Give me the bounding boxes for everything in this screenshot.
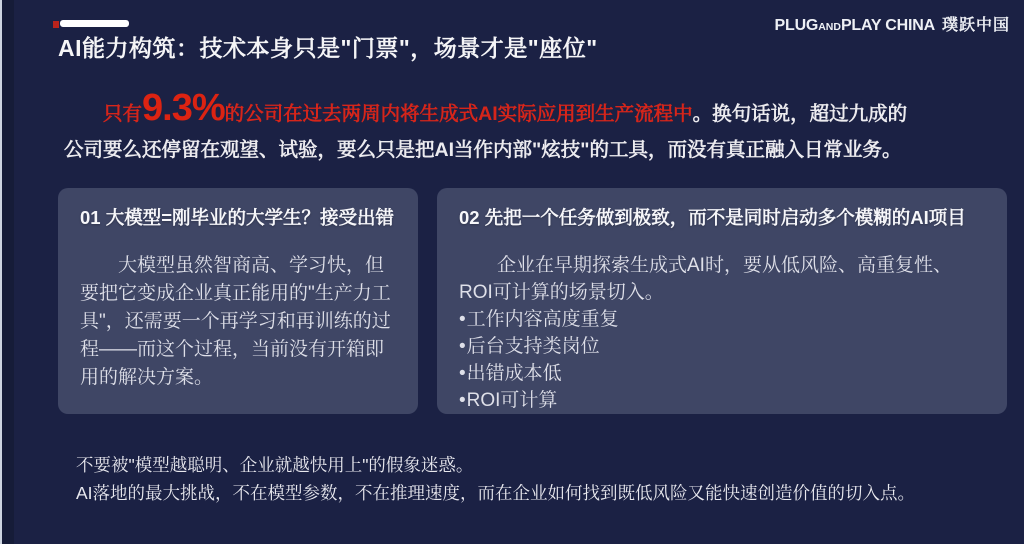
intro-red-statement: 的公司在过去两周内将生成式AI实际应用到生产流程中 [224, 103, 693, 125]
intro-big-number: 9.3% [142, 87, 225, 129]
bullet-item: • ROI可计算 [459, 387, 985, 414]
logo-china: CHINA [881, 17, 935, 34]
footer-line-1: 不要被"模型越聪明、企业就越快用上"的假象迷惑。 [76, 455, 474, 475]
plug-and-play-logo [775, 12, 1010, 35]
logo-and: AND [818, 21, 841, 33]
intro-paragraph [64, 87, 956, 168]
bullet-item: • 工作内容高度重复 [459, 306, 985, 333]
cards-row [58, 188, 1007, 414]
card-01-title: 01 大模型=刚毕业的大学生？接受出错 [80, 207, 395, 228]
card-02-body: 企业在早期探索生成式AI时，要从低风险、高重复性、ROI可计算的场景切入。 [459, 255, 952, 303]
logo-chinese-name: 璞跃中国 [941, 17, 1010, 34]
card-01 [58, 188, 418, 414]
left-edge-strip [2, 0, 14, 544]
accent-bar [60, 20, 129, 27]
page-title: AI能力构筑：技术本身只是"门票"，场景才是"座位" [58, 35, 598, 61]
intro-white-part1: 。换句话说，超过九成的 [692, 103, 908, 125]
bullet-list [459, 306, 985, 414]
logo-plug: PLUG [774, 17, 819, 34]
bullet-item: • 出错成本低 [459, 360, 985, 387]
card-02-title: 02 先把一个任务做到极致，而不是同时启动多个模糊的AI项目 [459, 207, 966, 228]
intro-white-part2: 公司要么还停留在观望、试验，要么只是把AI当作内部"炫技"的工具，而没有真正融入日常业务。 [64, 139, 902, 161]
intro-red-prefix: 只有 [103, 103, 143, 125]
card-01-body: 大模型虽然智商高、学习快，但要把它变成企业真正能用的"生产力工具"，还需要一个再学习和再训练的过程——而这个过程，当前没有开箱即用的解决方案。 [80, 255, 391, 388]
bullet-item: • 后台支持类岗位 [459, 333, 985, 360]
accent-red-dot [53, 21, 59, 28]
card-02 [437, 188, 1007, 414]
logo-play: PLAY [840, 17, 882, 34]
footer-note [76, 452, 1006, 507]
footer-line-2: AI落地的最大挑战，不在模型参数，不在推理速度，而在企业如何找到既低风险又能快速创造价值的切入点。 [76, 482, 916, 503]
